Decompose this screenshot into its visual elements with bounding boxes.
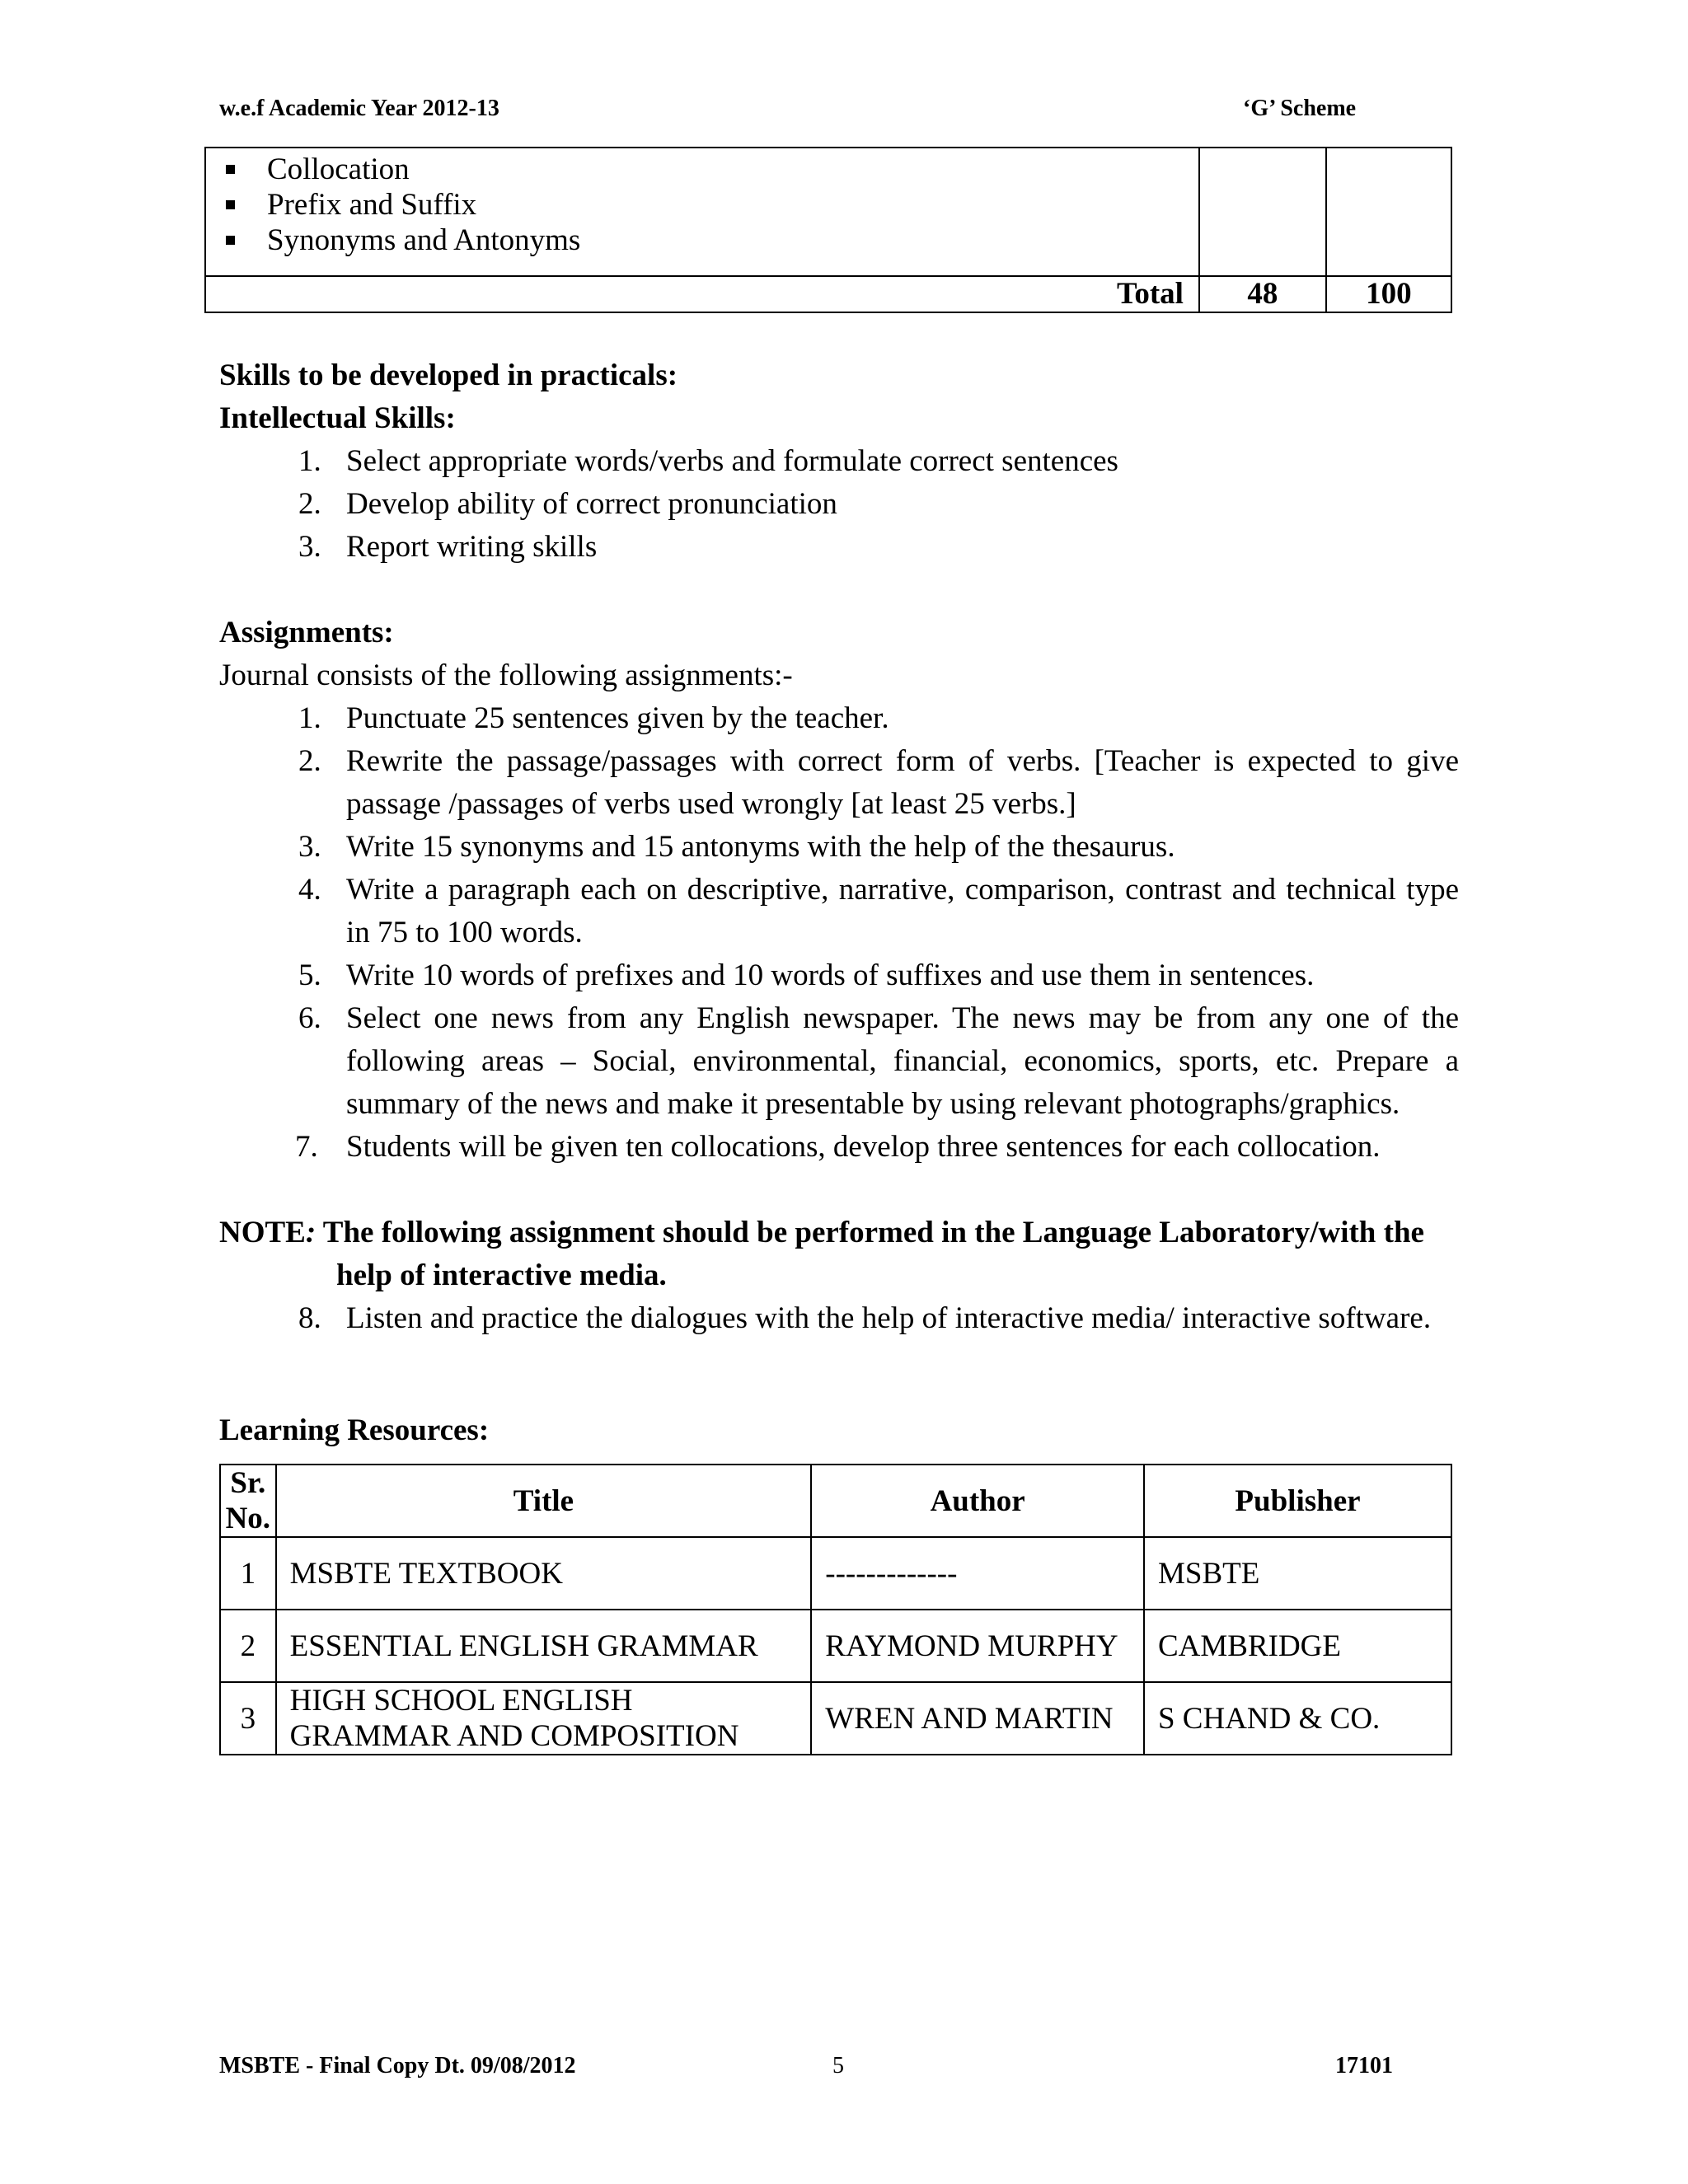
topics-cell (205, 148, 1199, 276)
item-text: Write a paragraph each on descriptive, narrative, comparison, contrast and technical type in 75 to 100 words. (346, 873, 1459, 949)
item-number: 6. (298, 1001, 321, 1035)
item-text: Report writing skills (346, 530, 598, 564)
bullet-item: Synonyms and Antonyms (267, 223, 1198, 258)
bullet-item: Collocation (267, 152, 1198, 187)
item-text: Write 15 synonyms and 15 antonyms with the help of the thesaurus. (346, 830, 1175, 864)
page-number: 5 (832, 2053, 844, 2079)
header-scheme: ‘G’ Scheme (1243, 96, 1357, 121)
header-academic-year: w.e.f Academic Year 2012-13 (219, 96, 499, 121)
list-item (298, 740, 1459, 826)
assignments-list (295, 697, 1459, 1169)
list-item (298, 869, 1459, 954)
list-item (298, 826, 1459, 869)
note-line-2: help of interactive media. (336, 1258, 667, 1292)
item-number: 8. (298, 1301, 321, 1335)
syllabus-table-tail (204, 147, 1452, 313)
assignments-heading: Assignments: (219, 616, 394, 649)
hours-cell (1199, 148, 1326, 276)
assignments-intro: Journal consists of the following assignments:- (219, 658, 793, 692)
item-number: 1. (298, 701, 321, 735)
cell-publisher: MSBTE (1144, 1537, 1451, 1610)
note-colon: : (305, 1216, 316, 1249)
cell-author: ------------- (811, 1537, 1144, 1610)
note-label: NOTE (219, 1216, 306, 1249)
footer-course-code: 17101 (1335, 2053, 1393, 2079)
item-text: Develop ability of correct pronunciation (346, 487, 837, 521)
list-item (298, 1297, 1459, 1340)
topic-bullet-list (206, 148, 1198, 258)
list-item (298, 697, 1459, 740)
cell-sr: 2 (220, 1610, 276, 1682)
learning-resources-heading: Learning Resources: (219, 1413, 490, 1447)
total-marks: 100 (1326, 276, 1451, 312)
list-item (298, 526, 1459, 569)
item-number: 3. (298, 830, 321, 864)
col-header-author: Author (811, 1465, 1144, 1537)
item-number: 1. (298, 444, 321, 478)
item-number: 2. (298, 744, 321, 778)
item-text: Select appropriate words/verbs and formulate correct sentences (346, 444, 1118, 478)
list-item (298, 954, 1459, 997)
footer-copy-date: MSBTE - Final Copy Dt. 09/08/2012 (219, 2053, 576, 2079)
col-header-publisher: Publisher (1144, 1465, 1451, 1537)
note-line-1 (219, 1212, 1459, 1254)
table-row (220, 1682, 1451, 1755)
item-number: 3. (298, 530, 321, 564)
total-label: Total (205, 276, 1199, 312)
bullet-item: Prefix and Suffix (267, 187, 1198, 223)
item-text: Rewrite the passage/passages with correct form of verbs. [Teacher is expected to give passage /passages of verbs used wrongly [at least 25 verbs.] (346, 744, 1459, 821)
cell-publisher: S CHAND & CO. (1144, 1682, 1451, 1755)
learning-resources-table (219, 1464, 1452, 1755)
list-item (295, 1126, 1459, 1169)
item-text: Write 10 words of prefixes and 10 words of suffixes and use them in sentences. (346, 958, 1315, 992)
cell-sr: 1 (220, 1537, 276, 1610)
item-number: 5. (298, 958, 321, 992)
item-text: Select one news from any English newspaper. The news may be from any one of the following areas – Social, environmental, financial, economics, sports, etc. Prepare a summary of the news and make it presentable by using relevant photographs/graphics. (346, 1001, 1459, 1121)
marks-cell (1326, 148, 1451, 276)
cell-title: HIGH SCHOOL ENGLISH GRAMMAR AND COMPOSITION (276, 1682, 812, 1755)
table-row (220, 1610, 1451, 1682)
cell-title: ESSENTIAL ENGLISH GRAMMAR (276, 1610, 812, 1682)
col-header-sr-no: Sr. No. (220, 1465, 276, 1537)
cell-title: MSBTE TEXTBOOK (276, 1537, 812, 1610)
list-item (298, 440, 1459, 483)
cell-author: RAYMOND MURPHY (811, 1610, 1144, 1682)
table-row (220, 1537, 1451, 1610)
cell-author: WREN AND MARTIN (811, 1682, 1144, 1755)
list-item (298, 483, 1459, 526)
cell-publisher: CAMBRIDGE (1144, 1610, 1451, 1682)
col-header-title: Title (276, 1465, 812, 1537)
skills-list (298, 440, 1459, 569)
note-text: The following assignment should be performed in the Language Laboratory/with the (316, 1216, 1424, 1249)
skills-heading: Skills to be developed in practicals: (219, 359, 678, 392)
item-text: Punctuate 25 sentences given by the teacher. (346, 701, 889, 735)
lab-assignment-list (298, 1297, 1459, 1340)
item-text: Listen and practice the dialogues with the help of interactive media/ interactive software. (346, 1301, 1432, 1335)
total-hours: 48 (1199, 276, 1326, 312)
intellectual-skills-heading: Intellectual Skills: (219, 401, 456, 435)
item-number: 7. (295, 1130, 318, 1164)
item-text: Students will be given ten collocations, develop three sentences for each collocation. (346, 1130, 1381, 1164)
item-number: 2. (298, 487, 321, 521)
cell-sr: 3 (220, 1682, 276, 1755)
item-number: 4. (298, 873, 321, 907)
list-item (298, 997, 1459, 1126)
